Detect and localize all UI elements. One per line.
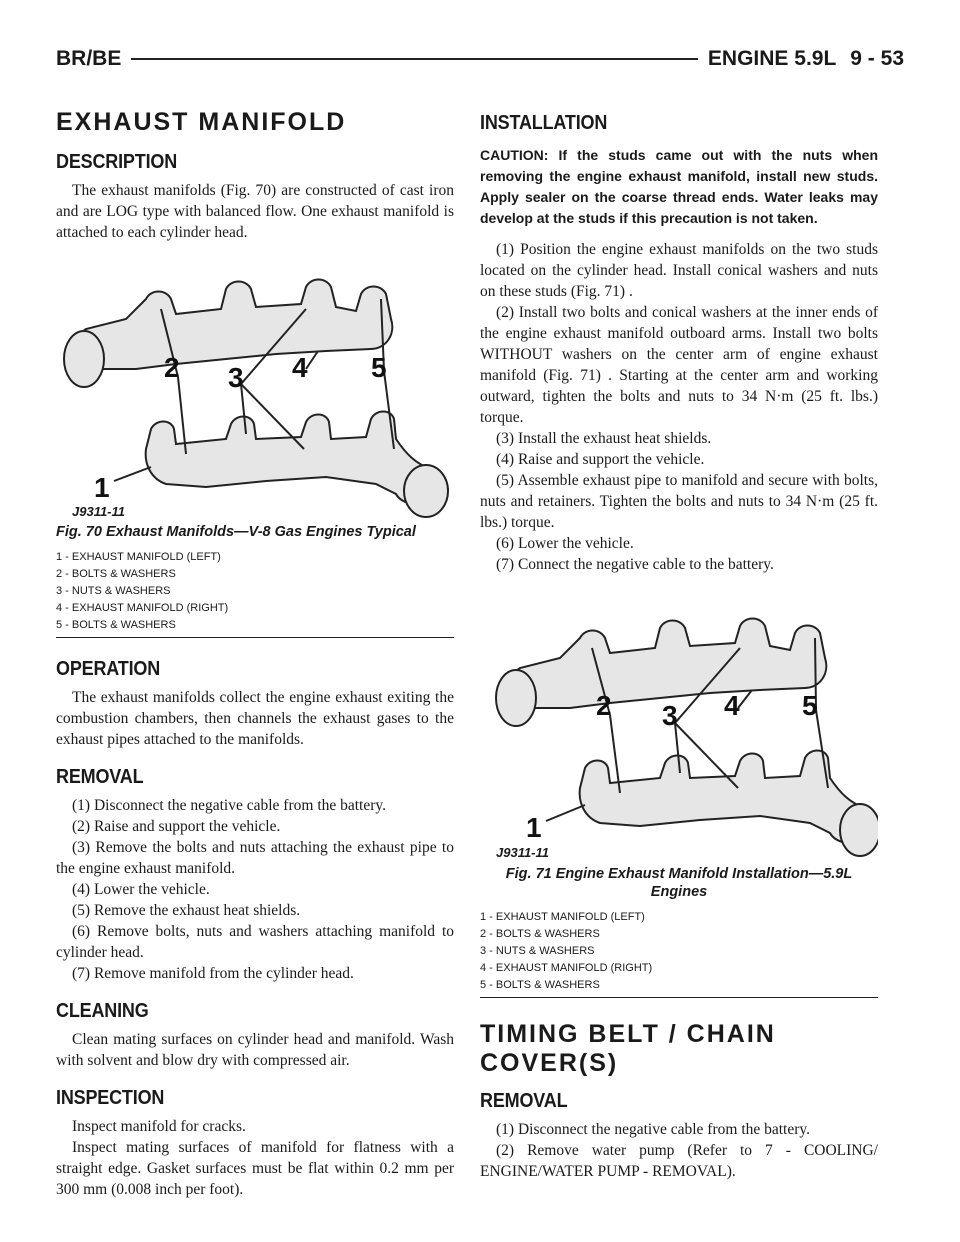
callout-2: 2 — [596, 690, 612, 721]
legend-item: 2 - BOLTS & WASHERS — [480, 928, 600, 940]
legend-item: 2 - BOLTS & WASHERS — [56, 567, 176, 580]
callout-3: 3 — [228, 361, 244, 393]
callout-5: 5 — [802, 690, 818, 721]
figure-70 — [56, 259, 454, 521]
callout-3: 3 — [662, 700, 678, 731]
legend-item: 4 - EXHAUST MANIFOLD (RIGHT) — [480, 962, 653, 974]
removal-step: (7) Remove manifold from the cylinder head. — [72, 964, 354, 982]
cleaning-text: Clean mating surfaces on cylinder head and manifold. Wash with solvent and blow dry with compressed air. — [56, 1030, 454, 1069]
header-section-title: ENGINE 5.9L — [707, 47, 837, 70]
manifold-right-shape — [77, 279, 392, 369]
callout-1: 1 — [526, 812, 542, 843]
left-column — [56, 108, 454, 1216]
outlet-flange-left — [404, 465, 448, 517]
callout-5: 5 — [371, 351, 387, 383]
figure-71-rule — [480, 997, 878, 998]
figure-70-id: J9311-11 — [72, 503, 126, 519]
inspection-text: Inspect manifold for cracks. — [72, 1117, 246, 1135]
leader-4 — [306, 351, 318, 369]
header-section — [698, 42, 904, 76]
description-heading: DESCRIPTION — [56, 150, 178, 173]
legend-item: 3 - NUTS & WASHERS — [56, 584, 171, 597]
section-title-exhaust-manifold: EXHAUST MANIFOLD — [56, 108, 347, 136]
figure-71-caption: Fig. 71 Engine Exhaust Manifold Installation—5.9L Engines — [505, 866, 853, 900]
legend-item: 4 - EXHAUST MANIFOLD (RIGHT) — [56, 601, 229, 614]
timing-removal-step: (2) Remove water pump (Refer to 7 - COOLING/ ENGINE/WATER PUMP - REMOVAL). — [480, 1141, 878, 1180]
removal-block — [56, 766, 454, 984]
exhaust-manifold-installation-illustration — [480, 593, 878, 863]
removal-heading: REMOVAL — [56, 765, 144, 788]
page-header — [56, 42, 904, 76]
timing-removal-heading: REMOVAL — [480, 1089, 568, 1112]
callout-4: 4 — [724, 690, 740, 721]
leader-2b — [610, 715, 620, 793]
page-number: 9 - 53 — [850, 47, 904, 70]
figure-71-id: J9311-11 — [496, 845, 550, 860]
installation-step: (1) Position the engine exhaust manifolds on the two studs located on the cylinder head. Install conical washers and nuts on these studs (Fig. 71) . — [480, 241, 878, 300]
figure-70-caption: Fig. 70 Exhaust Manifolds—V-8 Gas Engines Typical — [56, 523, 416, 540]
timing-removal-step: (1) Disconnect the negative cable from the battery. — [496, 1120, 811, 1138]
section-title-timing-cover: TIMING BELT / CHAIN COVER(S) — [480, 1020, 776, 1077]
operation-text: The exhaust manifolds collect the engine exhaust exiting the combustion chambers, then channels the exhaust gases to the exhaust pipes attached to the manifolds. — [56, 688, 454, 748]
figure-70-rule — [56, 637, 454, 638]
header-model: BR/BE — [56, 42, 131, 76]
manifold-left-shape — [580, 751, 870, 844]
removal-step: (4) Lower the vehicle. — [72, 880, 210, 898]
callout-1: 1 — [94, 471, 110, 503]
legend-item: 1 - EXHAUST MANIFOLD (LEFT) — [480, 911, 645, 923]
inspection-text: Inspect mating surfaces of manifold for flatness with a straight edge. Gasket surfaces must be flat within 0.2 mm per 300 mm (0.008 inch per foot). — [56, 1138, 454, 1198]
legend-item: 5 - BOLTS & WASHERS — [480, 979, 600, 991]
outlet-flange-right — [64, 331, 104, 387]
inspection-block — [56, 1087, 454, 1200]
leader-4 — [738, 690, 752, 708]
installation-step: (5) Assemble exhaust pipe to manifold and secure with bolts, nuts and retainers. Tighten the bolts and nuts to 34 N·m (25 ft. lbs.) torque. — [480, 472, 878, 531]
caution-text: CAUTION: If the studs came out with the nuts when removing the engine exhaust manifold, install new studs. Apply sealer on the coarse thread ends. Water leaks may develop at the studs if this precaution is not taken. — [480, 147, 878, 226]
legend-item: 1 - EXHAUST MANIFOLD (LEFT) — [56, 550, 221, 563]
installation-step: (6) Lower the vehicle. — [496, 535, 634, 552]
manifold-left-shape — [146, 411, 436, 504]
figure-71-legend — [480, 909, 878, 994]
legend-item: 5 - BOLTS & WASHERS — [56, 618, 176, 631]
removal-step: (5) Remove the exhaust heat shields. — [72, 901, 301, 919]
figure-70-legend — [56, 549, 454, 634]
exhaust-manifold-illustration — [56, 259, 454, 521]
cleaning-heading: CLEANING — [56, 999, 149, 1022]
removal-step: (1) Disconnect the negative cable from the battery. — [72, 796, 387, 814]
removal-step: (2) Raise and support the vehicle. — [72, 817, 281, 835]
operation-block — [56, 658, 454, 750]
installation-heading: INSTALLATION — [480, 112, 608, 134]
outlet-flange-left — [840, 804, 878, 856]
installation-step: (3) Install the exhaust heat shields. — [496, 430, 712, 447]
installation-step: (4) Raise and support the vehicle. — [496, 451, 705, 468]
right-column — [480, 108, 878, 1182]
leader-1 — [114, 467, 151, 481]
description-block — [56, 151, 454, 243]
inspection-heading: INSPECTION — [56, 1086, 165, 1109]
removal-step: (6) Remove bolts, nuts and washers attaching manifold to cylinder head. — [56, 922, 454, 961]
description-text: The exhaust manifolds (Fig. 70) are constructed of cast iron and are LOG type with balanced flow. One exhaust manifold is attached to each cylinder head. — [56, 181, 454, 241]
outlet-flange-right — [496, 670, 536, 726]
installation-step: (7) Connect the negative cable to the battery. — [496, 556, 774, 573]
installation-step: (2) Install two bolts and conical washers at the inner ends of the engine exhaust manifold outboard arms. Install two bolts WITHOUT washers on the center arm of engine exhaust manifold (Fig. 71) . Starting at the center arm and working outward, tighten the bolts and nuts to 34 N·m (25 ft. lbs.) torque. — [480, 304, 878, 426]
callout-4: 4 — [292, 351, 308, 383]
manifold-right-shape — [511, 619, 826, 709]
figure-71 — [480, 593, 878, 863]
leader-1 — [546, 805, 585, 821]
callout-2: 2 — [164, 351, 180, 383]
removal-step: (3) Remove the bolts and nuts attaching the exhaust pipe to the engine exhaust manifold. — [56, 838, 454, 877]
operation-heading: OPERATION — [56, 657, 161, 680]
legend-item: 3 - NUTS & WASHERS — [480, 945, 595, 957]
cleaning-block — [56, 1000, 454, 1071]
